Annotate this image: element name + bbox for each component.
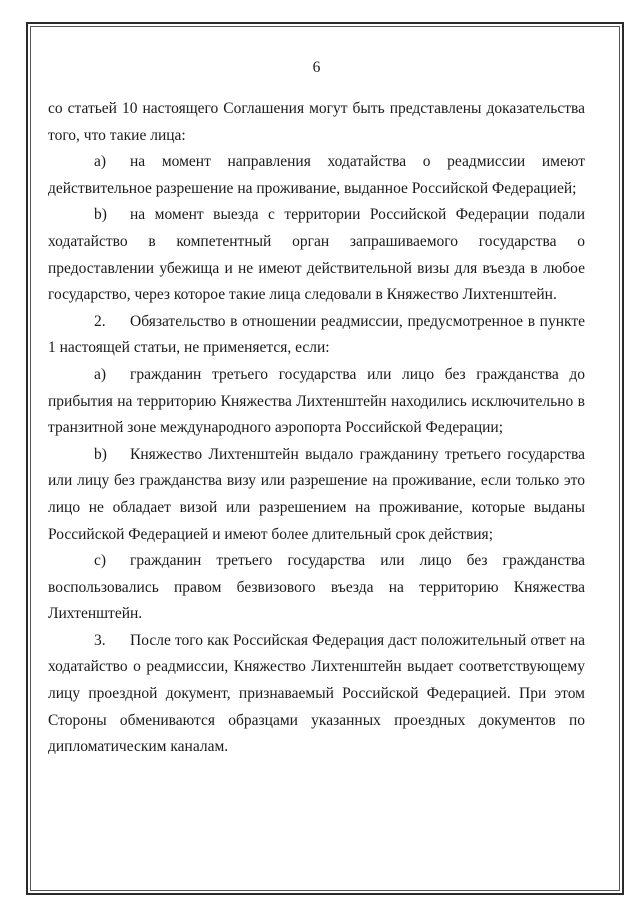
document-body: [48, 58, 585, 761]
paragraph-text: со статьей 10 настоящего Соглашения могут быть представлены доказательства того, что такие лица:: [48, 100, 585, 144]
paragraph-point-2: [48, 309, 585, 362]
item-marker: b): [94, 206, 107, 224]
paragraph-item-b: [48, 442, 585, 548]
paragraph-text: гражданин третьего государства или лицо без гражданства до прибытия на территорию Княжества Лихтенштейн находились исключительно в транзитной зоне международного аэропорта Российской Федерации;: [48, 365, 585, 437]
paragraph-point-3: [48, 628, 585, 761]
paragraph-text: Обязательство в отношении реадмиссии, предусмотренное в пункте 1 настоящей статьи, не применяется, если:: [48, 312, 585, 357]
paragraph-text: на момент направления ходатайства о реадмиссии имеют действительное разрешение на проживание, выданное Российской Федерацией;: [48, 153, 585, 197]
paragraph-text: После того как Российская Федерация даст положительный ответ на ходатайство о реадмиссии, Княжество Лихтенштейн выдает соответствующему лицу проездной документ, признаваемый Российской Федерацией. При этом Стороны обмениваются образцами указанных проездных документов по дипломатическим каналам.: [48, 631, 585, 756]
item-marker: 2.: [94, 312, 106, 330]
item-marker: 3.: [94, 631, 106, 649]
paragraph-item-c: [48, 548, 585, 628]
item-marker: c): [94, 552, 107, 570]
item-marker: a): [94, 153, 107, 171]
paragraph-text: Княжество Лихтенштейн выдало гражданину третьего государства или лицу без гражданства визу или разрешение на проживание, если только это лицо не обладает визой или разрешением на проживание, которые выданы Российской Федерацией и имеют более длительный срок действия;: [48, 445, 585, 543]
paragraph-text: на момент выезда с территории Российской Федерации подали ходатайство в компетентный орган запрашиваемого государства о предоставлении убежища и не имеют действительной визы для въезда в любое государство, через которое такие лица следовали в Княжество Лихтенштейн.: [48, 206, 585, 304]
page-number: 6: [312, 59, 321, 76]
paragraph-item-a: [48, 362, 585, 442]
paragraph-continuation: [48, 96, 585, 149]
paragraph-text: гражданин третьего государства или лицо без гражданства воспользовались правом безвизового въезда на территорию Княжества Лихтенштейн.: [48, 552, 585, 623]
paragraph-item-a: [48, 149, 585, 202]
paragraph-item-b: [48, 202, 585, 308]
item-marker: b): [94, 445, 107, 463]
item-marker: a): [94, 365, 107, 383]
